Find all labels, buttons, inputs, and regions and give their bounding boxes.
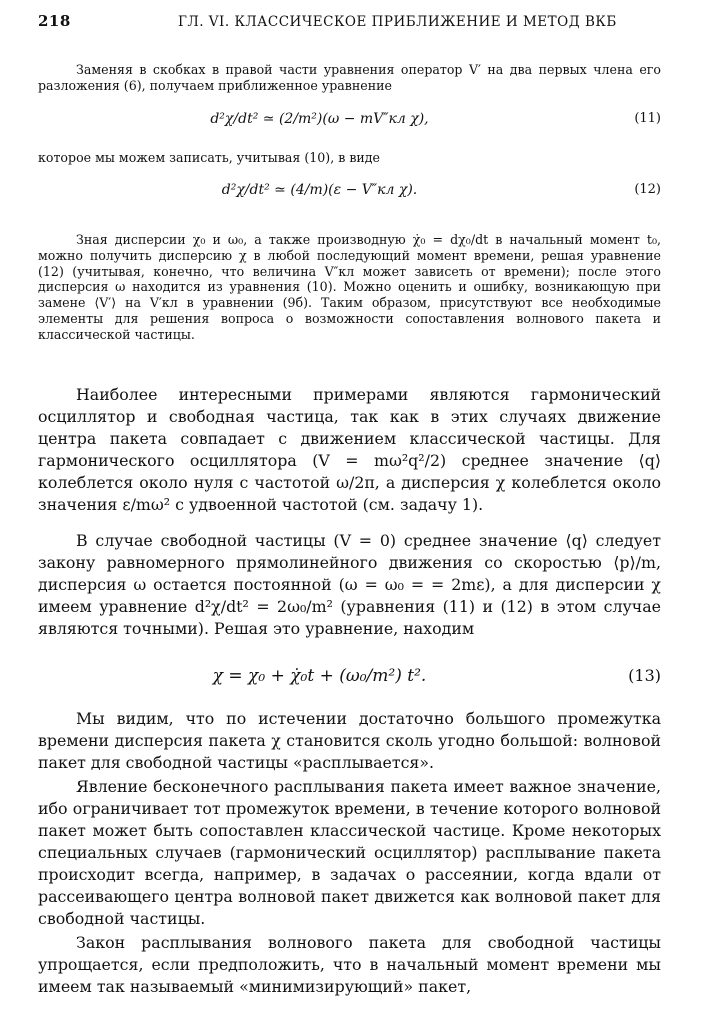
equation-13: [38, 656, 661, 690]
equation-11: [38, 103, 661, 137]
equation-12-body: d²χ/dt² ≃ (4/m)(ε − V″кл χ).: [221, 182, 418, 198]
page-number: 218: [38, 12, 71, 30]
equation-13-number: (13): [628, 666, 661, 685]
equation-12: [38, 174, 661, 208]
equation-11-body: d²χ/dt² ≃ (2/m²)(ω − mV″кл χ),: [210, 111, 429, 127]
running-title: ГЛ. VI. КЛАССИЧЕСКОЕ ПРИБЛИЖЕНИЕ И МЕТОД ВКБ: [178, 14, 617, 30]
intro-paragraph: Заменяя в скобках в правой части уравнения оператор V′ на два первых члена его разложения (6), получаем приближенное уравнение: [38, 62, 661, 93]
paragraph-4: Явление бесконечного расплывания пакета имеет важное значение, ибо ограничивает тот промежуток времени, в течение которого волновой пакет может быть сопоставлен классической частице. Кроме некоторых специальных случаев (гармонический осциллятор) расплывание пакета происходит всегда, например, в задачах о рассеянии, когда вдали от рассеивающего центра волновой пакет движется как волновой пакет для свободной частицы.: [38, 777, 661, 928]
paragraph-3: Мы видим, что по истечении достаточно большого промежутка времени дисперсия пакета χ становится сколь угодно большой: волновой пакет для свободной частицы «расплывается».: [38, 709, 661, 772]
paragraph-5: Закон расплывания волнового пакета для свободной частицы упрощается, если предположить, что в начальный момент времени мы имеем так называемый «минимизирующий» пакет,: [38, 933, 661, 996]
remark-paragraph: Зная дисперсии χ₀ и ω₀, а также производную χ̇₀ = dχ₀/dt в начальный момент t₀, можно получить дисперсию χ в любой последующий момент времени, решая уравнение (12) (учитывая, конечно, что величина V″кл может зависеть от времени); после этого дисперсия ω находится из уравнения (10). Можно оценить и ошибку, возникающую при замене ⟨V′⟩ на V′кл в уравнении (9б). Таким образом, присутствуют все необходимые элементы для решения вопроса о возможности сопоставления волнового пакета и классической частицы.: [38, 232, 661, 342]
running-header: [38, 12, 663, 38]
paragraph-2: В случае свободной частицы (V = 0) среднее значение ⟨q⟩ следует закону равномерного прямолинейного движения со скоростью ⟨p⟩/m, дисперсия ω остается постоянной (ω = ω₀ = = 2mε), а для дисперсии χ имеем уравнение d²χ/dt² = 2ω₀/m² (уравнения (11) и (12) в этом случае являются точными). Решая это уравнение, находим: [38, 531, 661, 638]
equation-11-number: (11): [634, 111, 661, 126]
equation-12-number: (12): [634, 182, 661, 197]
equation-13-body: χ = χ₀ + χ̇₀t + (ω₀/m²) t².: [212, 666, 427, 686]
between-text: которое мы можем записать, учитывая (10), в виде: [38, 150, 381, 165]
paragraph-1: Наиболее интересными примерами являются гармонический осциллятор и свободная частица, так как в этих случаях движение центра пакета совпадает с движением классической частицы. Для гармонического осциллятора (V = mω²q²/2) среднее значение ⟨q⟩ колеблется около нуля с частотой ω/2π, а дисперсия χ колеблется около значения ε/mω² с удвоенной частотой (см. задачу 1).: [38, 385, 661, 514]
